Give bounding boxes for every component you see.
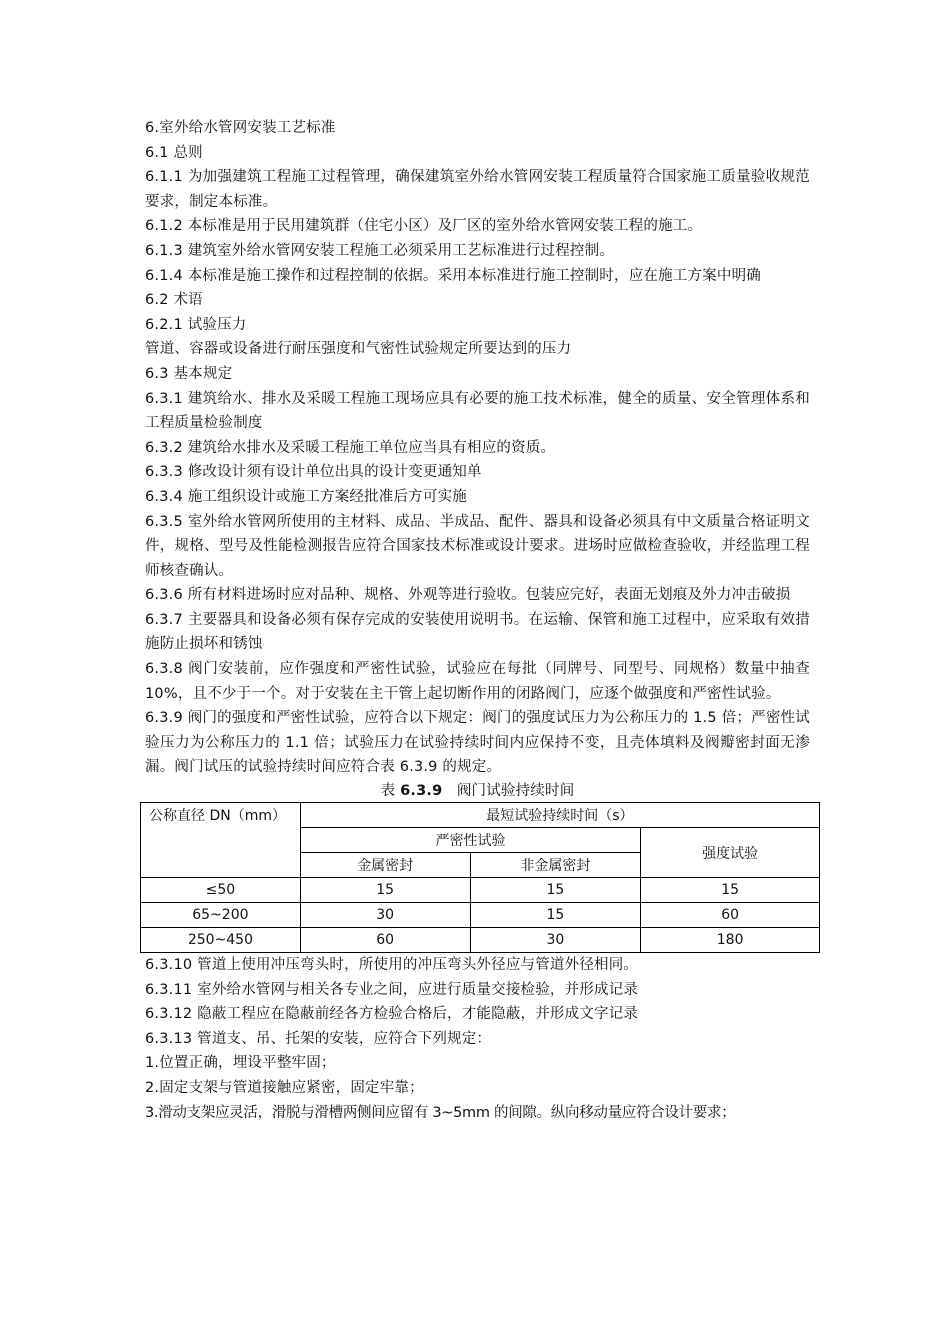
paragraph: 6.1.4 本标准是施工操作和过程控制的依据。采用本标准进行施工控制时，应在施工方案中明确 [145, 267, 761, 284]
paragraph: 6.3.1 建筑给水、排水及采暖工程施工现场应具有必要的施工技术标准，健全的质量、安全管理体系和工程质量检验制度 [145, 390, 810, 432]
paragraph: 6.3.13 管道支、吊、托架的安装，应符合下列规定： [145, 1030, 492, 1047]
paragraph: 6.3.12 隐蔽工程应在隐蔽前经各方检验合格后，才能隐蔽，并形成文字记录 [145, 1006, 639, 1023]
header-strength: 强度试验 [641, 828, 820, 878]
caption-title: 阀门试验持续时间 [456, 783, 575, 800]
paragraph: 6.1.2 本标准是用于民用建筑群（住宅小区）及厂区的室外给水管网安装工程的施工。 [145, 218, 703, 235]
cell-metal: 15 [300, 878, 470, 903]
cell-nonmetal: 15 [470, 903, 641, 928]
cell-metal: 30 [300, 903, 470, 928]
section-heading: 6.2 术语 [145, 292, 203, 309]
cell-metal: 60 [300, 928, 470, 953]
document-title: 6.室外给水管网安装工艺标准 [145, 120, 336, 136]
table-caption [145, 780, 810, 802]
list-item: 2.固定支架与管道接触应紧密，固定牢靠； [145, 1080, 424, 1096]
paragraph: 6.3.2 建筑给水排水及采暖工程施工单位应当具有相应的资质。 [145, 439, 556, 456]
paragraph: 6.3.11 室外给水管网与相关各专业之间，应进行质量交接检验，并形成记录 [145, 981, 639, 998]
header-dn: 公称直径 DN（mm） [141, 803, 301, 878]
paragraph: 6.3.3 修改设计须有设计单位出具的设计变更通知单 [145, 464, 482, 481]
paragraph: 6.1.3 建筑室外给水管网安装工程施工必须采用工艺标准进行过程控制。 [145, 242, 615, 259]
header-tightness: 严密性试验 [300, 828, 640, 853]
list-item: 3.滑动支架应灵活，滑脱与滑槽两侧间应留有 3~5mm 的间隙。纵向移动量应符合设计要求； [145, 1104, 736, 1121]
table-row [141, 903, 820, 928]
cell-strength: 15 [641, 878, 820, 903]
paragraph: 6.3.10 管道上使用冲压弯头时，所使用的冲压弯头外径应与管道外径相同。 [145, 957, 639, 974]
cell-strength: 180 [641, 928, 820, 953]
paragraph: 6.3.7 主要器具和设备必须有保存完成的安装使用说明书。在运输、保管和施工过程中，应采取有效措施防止损坏和锈蚀 [145, 611, 810, 653]
cell-strength: 60 [641, 903, 820, 928]
cell-nonmetal: 15 [470, 878, 641, 903]
cell-dn: 250~450 [141, 928, 301, 953]
header-nonmetal: 非金属密封 [470, 853, 641, 878]
cell-dn: 65~200 [141, 903, 301, 928]
cell-nonmetal: 30 [470, 928, 641, 953]
list-item: 1.位置正确，埋设平整牢固； [145, 1055, 336, 1072]
paragraph: 6.1.1 为加强建筑工程施工过程管理，确保建筑室外给水管网安装工程质量符合国家施工质量验收规范要求，制定本标准。 [145, 169, 810, 210]
paragraph: 6.3.5 室外给水管网所使用的主材料、成品、半成品、配件、器具和设备必须具有中文质量合格证明文件，规格、型号及性能检测报告应符合国家技术标准或设计要求。进场时应做检查验收，并经监理工程师核查确认。 [145, 513, 810, 579]
caption-prefix: 表 [380, 783, 396, 800]
table-row [141, 878, 820, 903]
section-heading: 6.3 基本规定 [145, 365, 233, 382]
paragraph: 6.2.1 试验压力 [145, 316, 247, 333]
paragraph: 6.3.8 阀门安装前，应作强度和严密性试验，试验应在每批（同牌号、同型号、同规格）数量中抽查 10%，且不少于一个。对于安装在主干管上起切断作用的闭路阀门，应逐个做强度和严密性试验。 [145, 661, 810, 702]
paragraph: 6.3.9 阀门的强度和严密性试验，应符合以下规定：阀门的强度试压力为公称压力的 1.5 倍；严密性试验压力为公称压力的 1.1 倍；试验压力在试验持续时间内应保持不变，且壳体填料及阀瓣密封面无渗漏。阀门试压的试验持续时间应符合表 6.3.9 的规定。 [145, 710, 810, 776]
document-page [145, 116, 810, 1125]
table-row [141, 928, 820, 953]
section-heading: 6.1 总则 [145, 144, 203, 161]
cell-dn: ≤50 [141, 878, 301, 903]
header-metal: 金属密封 [300, 853, 470, 878]
header-min-time: 最短试验持续时间（s） [300, 803, 819, 828]
caption-number: 6.3.9 [400, 783, 443, 800]
paragraph: 管道、容器或设备进行耐压强度和气密性试验规定所要达到的压力 [145, 341, 572, 358]
paragraph: 6.3.6 所有材料进场时应对品种、规格、外观等进行验收。包装应完好，表面无划痕及外力冲击破损 [145, 587, 791, 604]
paragraph: 6.3.4 施工组织设计或施工方案经批准后方可实施 [145, 488, 468, 505]
valve-test-table [140, 802, 820, 953]
